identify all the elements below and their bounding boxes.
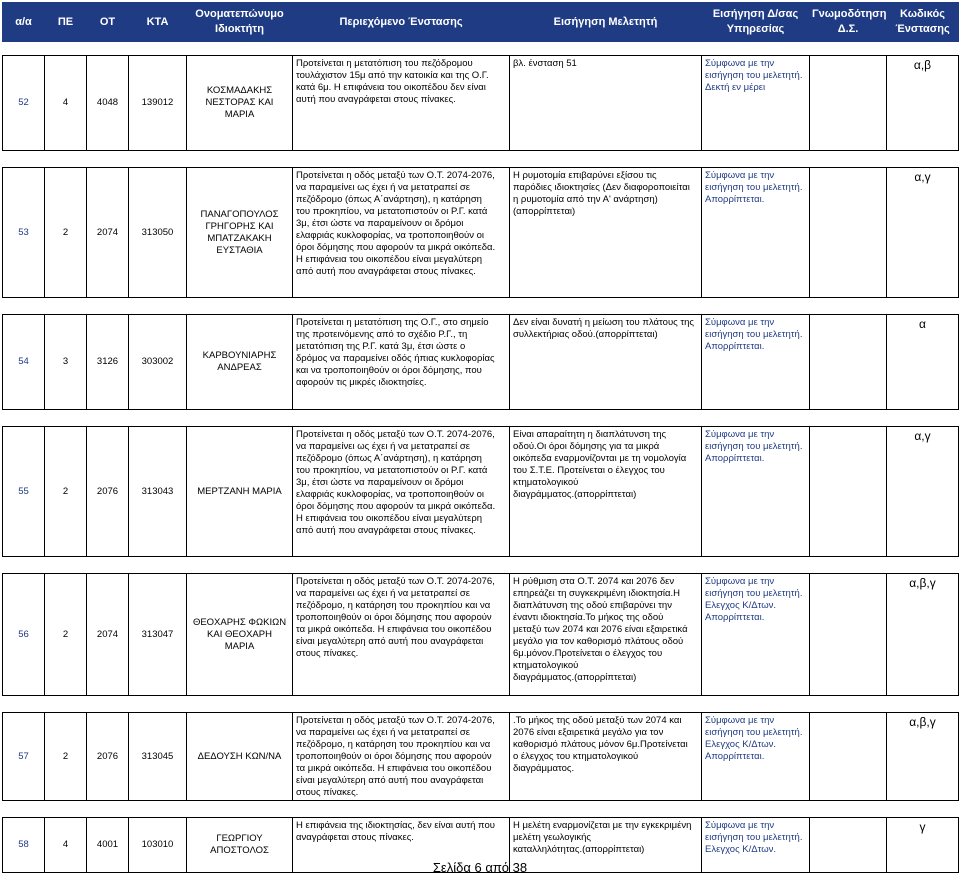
cell-kta: 303002 xyxy=(129,315,187,410)
objections-table xyxy=(2,2,959,873)
cell-agency: Σύμφωνα με την εισήγηση του μελετητή. Δεκτή εν μέρει xyxy=(702,56,810,151)
cell-study: Η ρύθμιση στα Ο.Τ. 2074 και 2076 δεν επηρεάζει τη συγκεκριμένη ιδιοκτησία.Η διαπλάτυνση της οδού επιβαρύνει την έναντι ιδιοκτησία.Το μήκος της οδού μεταξύ των 2074 και 2076 είναι εξαιρετικά μεγάλο για τον καθορισμό πλάτους οδού 6μ.μόνον.Προτείνεται ο έλεγχος του κτηματολογικού διαγράμματος.(απορρίπτεται) xyxy=(510,574,702,696)
cell-opinion xyxy=(810,168,887,298)
header-study: Εισήγηση Μελετητή xyxy=(510,3,702,42)
cell-owner: ΚΑΡΒΟΥΝΙΑΡΗΣ ΑΝΔΡΕΑΣ xyxy=(187,315,293,410)
cell-pe: 2 xyxy=(45,168,87,298)
cell-code: γ xyxy=(887,818,959,873)
cell-ot: 4001 xyxy=(87,818,129,873)
table-body xyxy=(3,42,959,873)
cell-study: Δεν είναι δυνατή η μείωση του πλάτους της συλλεκτήριας οδού.(απορρίπτεται) xyxy=(510,315,702,410)
header-pe: ΠΕ xyxy=(45,3,87,42)
cell-agency: Σύμφωνα με την εισήγηση του μελετητή. Ελεγχος Κ/Δτων. Απορρίπτεται. xyxy=(702,574,810,696)
table-row xyxy=(3,713,959,801)
cell-code: α xyxy=(887,315,959,410)
cell-owner: ΜΕΡΤΖΑΝΗ ΜΑΡΙΑ xyxy=(187,427,293,557)
cell-pe: 4 xyxy=(45,56,87,151)
cell-kta: 313043 xyxy=(129,427,187,557)
cell-opinion xyxy=(810,315,887,410)
row-spacer-cell xyxy=(3,298,959,315)
cell-owner: ΔΕΔΟΥΣΗ ΚΩΝ/ΝΑ xyxy=(187,713,293,801)
page-number: Σελίδα 6 από 38 xyxy=(432,860,528,875)
row-spacer-cell xyxy=(3,151,959,168)
cell-code: α,γ xyxy=(887,427,959,557)
cell-ot: 2074 xyxy=(87,168,129,298)
header-owner: Ονοματεπώνυμο Ιδιοκτήτη xyxy=(187,3,293,42)
cell-aa: 54 xyxy=(3,315,45,410)
cell-ot: 3126 xyxy=(87,315,129,410)
table-row xyxy=(3,56,959,151)
cell-aa: 56 xyxy=(3,574,45,696)
cell-pe: 3 xyxy=(45,315,87,410)
cell-content: Προτείνεται η μετατόπιση της Ο.Γ., στο σημείο της προτεινόμενης από το σχέδιο Ρ.Γ., τη μετατόπιση της Ρ.Γ. κατά 3μ, έτσι ώστε ο δρόμος να παραμείνει οδός ήπιας κυκλοφορίας και να τροποποιηθούν οι όροι δόμησης, που αφορούν τις μικρές ιδιοκτησίες. xyxy=(293,315,510,410)
cell-agency: Σύμφωνα με την εισήγηση του μελετητή. Απορρίπτεται. xyxy=(702,315,810,410)
cell-kta: 313045 xyxy=(129,713,187,801)
row-spacer-cell xyxy=(3,42,959,56)
row-spacer xyxy=(3,557,959,574)
header-row xyxy=(3,3,959,42)
cell-study: Η μελέτη εναρμονίζεται με την εγκεκριμένη μελέτη γεωλογικής καταλληλότητας.(απορρίπτεται) xyxy=(510,818,702,873)
header-opinion: Γνωμοδότηση Δ.Σ. xyxy=(810,3,887,42)
cell-opinion xyxy=(810,574,887,696)
cell-study: Η ρυμοτομία επιβαρύνει εξίσου τις παρόδιες ιδιοκτησίες (Δεν διαφοροποιείται η ρυμοτομία από την Α' ανάρτηση) (απορρίπτεται) xyxy=(510,168,702,298)
cell-pe: 4 xyxy=(45,818,87,873)
cell-code: α,β xyxy=(887,56,959,151)
cell-study: .Το μήκος της οδού μεταξύ των 2074 και 2076 είναι εξαιρετικά μεγάλο για τον καθορισμό πλάτους μόνον 6μ.Προτείνεται ο έλεγχος του κτηματολογικού διαγράμματος. xyxy=(510,713,702,801)
table-row xyxy=(3,427,959,557)
cell-owner: ΓΕΩΡΓΙΟΥ ΑΠΟΣΤΟΛΟΣ xyxy=(187,818,293,873)
cell-kta: 139012 xyxy=(129,56,187,151)
cell-aa: 52 xyxy=(3,56,45,151)
row-spacer-cell xyxy=(3,410,959,427)
row-spacer xyxy=(3,298,959,315)
cell-opinion xyxy=(810,427,887,557)
table-row xyxy=(3,574,959,696)
table-row xyxy=(3,315,959,410)
header-kta: ΚΤΑ xyxy=(129,3,187,42)
cell-study: Είναι απαραίτητη η διαπλάτυνση της οδού.Οι όροι δόμησης για τα μικρά οικόπεδα εναρμονίζονται με τη νομολογία του Σ.Τ.Ε. Προτείνεται ο έλεγχος του κτηματολογικού διαγράμματος.(απορρίπτεται) xyxy=(510,427,702,557)
header-aa: α/α xyxy=(3,3,45,42)
cell-kta: 103010 xyxy=(129,818,187,873)
cell-agency: Σύμφωνα με την εισήγηση του μελετητή. Απορρίπτεται. xyxy=(702,168,810,298)
cell-ot: 4048 xyxy=(87,56,129,151)
cell-kta: 313050 xyxy=(129,168,187,298)
row-spacer xyxy=(3,42,959,56)
header-agency: Εισήγηση Δ/σας Υπηρεσίας xyxy=(702,3,810,42)
cell-ot: 2076 xyxy=(87,713,129,801)
cell-content: Προτείνεται η οδός μεταξύ των Ο.Τ. 2074-2076, να παραμείνει ως έχει ή να μετατραπεί σε πεζόδρομο, η κατάρηση του προκηπίου και να τροποποιηθούν οι όροι δόμησης που αφορούν τα μικρά οικόπεδα. Η επιφάνεια του οικοπέδου είναι μεγαλύτερη από αυτή που αναγράφεται στους πίνακες. xyxy=(293,713,510,801)
cell-ot: 2074 xyxy=(87,574,129,696)
row-spacer xyxy=(3,410,959,427)
cell-content: Προτείνεται η οδός μεταξύ των Ο.Τ. 2074-2076, να παραμείνει ως έχει ή να μετατραπεί σε πεζόδρομο (όπως Α΄ανάρτηση), η κατάρηση του προκηπίου, να μετατοπιστούν οι Ρ.Γ. κατά 3μ, έτσι ώστε να παραμείνουν οι δρόμοι ελαφριάς κυκλοφορίας, να τροποποιηθούν οι όροι δόμησης που αφορούν τα μικρά οικόπεδα. Η επιφάνεια του οικοπέδου είναι μεγαλύτερη από αυτή που αναγράφεται στους πίνακες. xyxy=(293,168,510,298)
cell-aa: 58 xyxy=(3,818,45,873)
cell-pe: 2 xyxy=(45,713,87,801)
row-spacer xyxy=(3,801,959,818)
cell-agency: Σύμφωνα με την εισήγηση του μελετητή. Απορρίπτεται. xyxy=(702,427,810,557)
cell-content: Προτείνεται η οδός μεταξύ των Ο.Τ. 2074-2076, να παραμείνει ως έχει ή να μετατραπεί σε πεζόδρομο (όπως Α΄ανάρτηση), η κατάρηση του προκηπίου, να μετατοπιστούν οι Ρ.Γ. κατά 3μ, έτσι ώστε να παραμείνουν οι δρόμοι ελαφριάς κυκλοφορίας, να τροποποιηθούν οι όροι δόμησης που αφορούν τα μικρά οικόπεδα. Η επιφάνεια του οικοπέδου είναι μεγαλύτερη από αυτή που αναγράφεται στους πίνακες. xyxy=(293,427,510,557)
row-spacer xyxy=(3,151,959,168)
cell-aa: 57 xyxy=(3,713,45,801)
cell-ot: 2076 xyxy=(87,427,129,557)
header-content: Περιεχόμενο Ένστασης xyxy=(293,3,510,42)
cell-pe: 2 xyxy=(45,427,87,557)
row-spacer-cell xyxy=(3,557,959,574)
row-spacer-cell xyxy=(3,696,959,713)
cell-opinion xyxy=(810,713,887,801)
cell-content: Προτείνεται η οδός μεταξύ των Ο.Τ. 2074-2076, να παραμείνει ως έχει ή να μετατραπεί σε πεζόδρομο, η κατάρηση του προκηπίου και να τροποποιηθούν οι όροι δόμησης που αφορούν τα μικρά οικόπεδα. Η επιφάνεια του οικοπέδου είναι μεγαλύτερη από αυτή που αναγράφεται στους πίνακες. xyxy=(293,574,510,696)
cell-owner: ΘΕΟΧΑΡΗΣ ΦΩΚΙΩΝ ΚΑΙ ΘΕΟΧΑΡΗ ΜΑΡΙΑ xyxy=(187,574,293,696)
cell-content: Προτείνεται η μετατόπιση του πεζόδρομου τουλάχιστον 15μ από την κατοικία και της Ο.Γ. κατά 6μ. Η επιφάνεια του οικοπέδου δεν είναι αυτή που αναγράφεται στους πίνακες. xyxy=(293,56,510,151)
row-spacer xyxy=(3,696,959,713)
cell-code: α,β,γ xyxy=(887,713,959,801)
cell-content: Η επιφάνεια της ιδιοκτησίας, δεν είναι αυτή που αναγράφεται στους πίνακες. xyxy=(293,818,510,873)
cell-code: α,γ xyxy=(887,168,959,298)
cell-study: βλ. ένσταση 51 xyxy=(510,56,702,151)
cell-opinion xyxy=(810,56,887,151)
table-row xyxy=(3,168,959,298)
cell-agency: Σύμφωνα με την εισήγηση του μελετητή. Ελεγχος Κ/Δτων. xyxy=(702,818,810,873)
header-ot: ΟΤ xyxy=(87,3,129,42)
header-code: Κωδικός Ένστασης xyxy=(887,3,959,42)
row-spacer-cell xyxy=(3,801,959,818)
cell-pe: 2 xyxy=(45,574,87,696)
cell-aa: 55 xyxy=(3,427,45,557)
cell-kta: 313047 xyxy=(129,574,187,696)
cell-agency: Σύμφωνα με την εισήγηση του μελετητή. Ελεγχος Κ/Δτων. Απορρίπτεται. xyxy=(702,713,810,801)
cell-owner: ΠΑΝΑΓΟΠΟΥΛΟΣ ΓΡΗΓΟΡΗΣ ΚΑΙ ΜΠΑΤΖΑΚΑΚΗ ΕΥΣΤΑΘΙΑ xyxy=(187,168,293,298)
cell-aa: 53 xyxy=(3,168,45,298)
cell-owner: ΚΟΣΜΑΔΑΚΗΣ ΝΕΣΤΟΡΑΣ ΚΑΙ ΜΑΡΙΑ xyxy=(187,56,293,151)
cell-code: α,β,γ xyxy=(887,574,959,696)
